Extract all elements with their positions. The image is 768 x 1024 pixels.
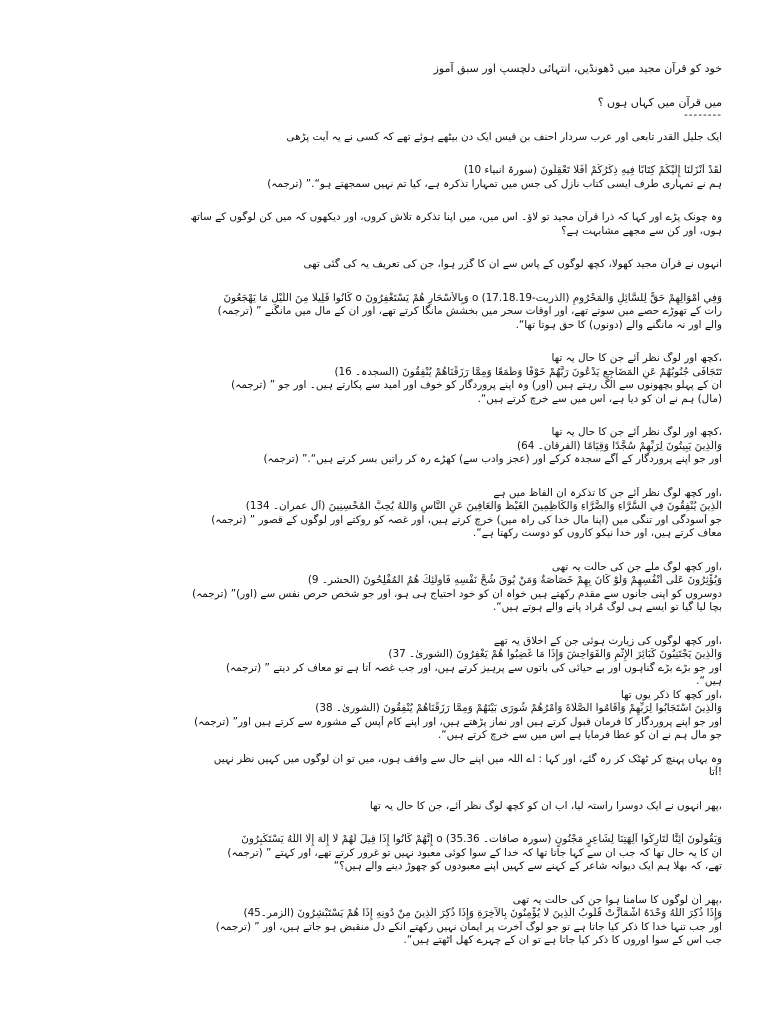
text-line: وہ یہاں پہنچ کر ٹھٹک کر رہ گئے، اور کہا : اے اللہ میں اپنے حال سے واقف ہوں، میں تو ان لوگوں میں کہیں نظر نہیں [213, 752, 722, 765]
text-line: (مال) ہم نے ان کو دیا ہے، اس میں سے خرچ کرتے ہیں“. [477, 392, 722, 405]
text-line: دوسروں کو اپنی جانوں سے مقدم رکھتے ہیں خواہ ان کو خود احتیاج ہی ہو، اور جو شخص حرص نفس سے (اور)” (ترجمہ) [192, 587, 722, 600]
text-line: ،کچھ اور لوگ نظر آئے جن کا حال یہ تھا [551, 426, 722, 438]
text-line: ہیں“. [696, 675, 722, 687]
text-line: وَالَّذِينَ اسْتَجَابُوا لِرَبِّهِمْ وَأَقَامُوا الصَّلَاةَ وَأَمْرُهُمْ شُورَى بَيْنَهُمْ وَمِمَّا رَزَقْنَاهُمْ يُنْفِقُونَ (الشوریٰ۔ 38) [315, 702, 722, 714]
text-line: ہوں، اور کن سے مجھے مشابہت ہے؟ [561, 224, 722, 237]
text-line: انہوں نے قرآن مجید کھولا، کچھ لوگوں کے پاس سے ان کا گزر ہوا، جن کی تعریف یہ کی گئی تھی [303, 258, 722, 270]
text-line: معاف کرتے ہیں، اور خدا نیکو کاروں کو دوست رکھتا ہے“. [472, 527, 722, 539]
paragraph [58, 753, 722, 780]
document-page [58, 62, 722, 948]
paragraph [58, 164, 722, 191]
paragraph [58, 292, 722, 333]
question-heading: میں قرآن میں کہاں ہوں ؟ [597, 95, 722, 109]
text-line: تھے، کہ بھلا ہم ایک دیوانہ شاعر کے کہنے سے کہیں اپنے معبودوں کو چھوڑ دینے والے ہیں؟“ [333, 860, 722, 872]
text-line: ،اور کچھ لوگ ملے جن کی حالت یہ تھی [551, 560, 722, 573]
paragraph [58, 635, 722, 743]
text-line: رات کے تھوڑے حصے میں سوتے تھے، اور اوقات سحر میں بخشش مانگا کرتے تھے، اور ان کے مال میں مانگنے ” (ترجمہ) [217, 305, 722, 317]
paragraph [58, 258, 722, 272]
text-line: الَّذِينَ يُنْفِقُونَ فِي السَّرَّاءِ وَالضَّرَّاءِ وَالْكَاظِمِينَ الْغَيْظَ وَالْعَافِينَ عَنِ النَّاسِ وَاللَّهُ يُحِبُّ الْمُحْسِنِينَ (آل عمران۔ 134) [245, 500, 722, 512]
title-block [58, 62, 722, 76]
text-line: جو آسودگی اور تنگی میں (اپنا مال خدا کی راہ میں) خرچ کرتے ہیں، اور غصہ کو روکتے اور لوگوں کے قصور ” (ترجمہ) [211, 513, 722, 526]
text-line: ،اور کچھ لوگ نظر آئے جن کا تذکرہ ان الفاظ میں ہے [493, 486, 722, 499]
text-line: ،پھر انہوں نے ایک دوسرا راستہ لیا، اب ان کو کچھ لوگ نظر آئے، جن کا حال یہ تھا [369, 799, 722, 812]
text-line: وَالَّذِينَ يَجْتَنِبُونَ كَبَائِرَ الْإِثْمِ وَالْفَوَاحِشَ وَإِذَا مَا غَضِبُوا هُمْ يَغْفِرُونَ (الشوریٰ۔ 37) [388, 648, 722, 660]
text-line: تَتَجَافَى جُنُوبُهُمْ عَنِ الْمَضَاجِعِ يَدْعُونَ رَبَّهُمْ خَوْفًا وَطَمَعًا وَمِمَّا رَزَقْنَاهُمْ يُنْفِقُونَ (السجدہ۔ 16) [334, 365, 722, 378]
paragraph [58, 800, 722, 814]
text-line: ان کا یہ حال تھا کہ جب ان سے کہا جاتا تھا کہ خدا کے سوا کوئی معبود نہیں تو غرور کرتے تھے، اور کہتے ” (ترجمہ) [227, 846, 722, 859]
text-line: جب اس کے سوا اوروں کا ذکر کیا جاتا ہے تو ان کے چہرے کھل اٹھتے ہیں“. [403, 934, 722, 946]
text-line: لَقَدْ أَنْزَلْنَا إِلَيْكُمْ كِتَابًا فِيهِ ذِكْرُكُمْ أَفَلَا تَعْقِلُونَ (سورۃ انبیاء 10) [463, 164, 722, 176]
text-line: ہم نے تمہاری طرف ایسی کتاب نازل کی جس میں تمہارا تذکرہ ہے، کیا تم نہیں سمجھتے ہو“.” (ترجمہ) [267, 177, 722, 190]
text-line: وَيُؤْثِرُونَ عَلَى أَنْفُسِهِمْ وَلَوْ كَانَ بِهِمْ خَصَاصَةٌ وَمَنْ يُوقَ شُحَّ نَفْسِهِ فَأُولَئِكَ هُمُ الْمُفْلِحُونَ (الحشر۔ 9) [307, 574, 722, 586]
document-title: خود کو قرآن مجید میں ڈھونڈیں، انتہائی دلچسپ اور سبق آموز [433, 62, 722, 75]
text-line: ،اور کچھ کا ذکر یوں تھا [620, 688, 722, 701]
text-line: !آتا [708, 766, 722, 778]
dash-divider: -------- [684, 109, 722, 121]
text-line: بچا لیا گیا تو ایسے ہی لوگ مُراد پانے والے ہوتے ہیں“. [492, 601, 722, 613]
paragraph [58, 426, 722, 467]
paragraph [58, 833, 722, 874]
text-line: ،اور کچھ لوگوں کی زیارت ہوئی جن کے اخلاق یہ تھے [493, 634, 722, 647]
paragraph [58, 487, 722, 541]
text-line: وہ چونک پڑے اور کہا کہ ذرا قرآن مجید تو لاؤ۔ اس میں، میں اپنا تذکرہ تلاش کروں، اور دیکھوں کہ میں کن لوگوں کے ساتھ [190, 211, 722, 223]
paragraph [58, 561, 722, 615]
text-line: اور جو اپنے پروردگار کا فرمان قبول کرتے ہیں اور نماز پڑھتے ہیں، اور اپنے کام آپس کے مشورہ سے کرتے ہیں اور” (ترجمہ) [194, 715, 722, 728]
paragraph [58, 894, 722, 948]
paragraph [58, 352, 722, 406]
text-line: اور جب تنہا خدا کا ذکر کیا جاتا ہے تو جو لوگ آخرت پر ایمان نہیں رکھتے انکے دل منقبض ہو جاتے ہیں، اور ” (ترجمہ) [215, 920, 722, 933]
text-line: وَالَّذِينَ يَبِيتُونَ لِرَبِّهِمْ سُجَّدًا وَقِيَامًا (الفرقان۔ 64) [517, 439, 722, 452]
text-line: والے اور نہ مانگنے والے (دونوں) کا حق ہوتا تھا“. [515, 318, 722, 331]
text-line: وَيَقُولُونَ أَئِنَّا لَتَارِكُوا آلِهَتِنَا لِشَاعِرٍ مَجْنُونٍ (سورہ صافات۔ 35.36) o إِنَّهُمْ كَانُوا إِذَا قِيلَ لَهُمْ لَا إِلَهَ إِلَّا اللَّهُ يَسْتَكْبِرُونَ [241, 833, 722, 845]
text-line: ان کے پہلو بچھونوں سے الگ رہتے ہیں (اور) وہ اپنے پروردگار کو خوف اور امید سے پکارتے ہیں۔ اور جو ” (ترجمہ) [231, 379, 722, 391]
text-line: اور جو بڑے بڑے گناہوں اور بے حیائی کی باتوں سے پرہیز کرتے ہیں، اور جب غصہ آتا ہے تو معاف کر دیتے ” (ترجمہ) [225, 661, 722, 674]
text-line: وَفِي أَمْوَالِهِمْ حَقٌّ لِلسَّائِلِ وَالْمَحْرُومِ (الذریت-17.18.19) o وَبِالْأَسْحَارِ هُمْ يَسْتَغْفِرُونَ o كَانُوا قَلِيلًا مِنَ اللَّيْلِ مَا يَهْجَعُونَ [223, 291, 722, 304]
text-line: وَإِذَا ذُكِرَ اللَّهُ وَحْدَهُ اشْمَأَزَّتْ قُلُوبُ الَّذِينَ لَا يُؤْمِنُونَ بِالْآخِرَةِ وَإِذَا ذُكِرَ الَّذِينَ مِنْ دُونِهِ إِذَا هُمْ يَسْتَبْشِرُونَ (الزمر۔45) [243, 907, 722, 919]
text-line: ،کچھ اور لوگ نظر آئے جن کا حال یہ تھا [551, 352, 722, 364]
text-line: ایک جلیل القدر تابعی اور عرب سردار احنف بن قیس ایک دن بیٹھے ہوئے تھے کہ کسی نے یہ آیت پڑھی [286, 130, 722, 143]
paragraph-list [58, 131, 722, 948]
paragraph [58, 131, 722, 145]
question-block [58, 96, 722, 123]
text-line: اور جو اپنے پروردگار کے آگے سجدہ کرکے اور (عجز وادب سے) کھڑے رہ کر راتیں بسر کرتے ہیں“.” (ترجمہ) [263, 453, 722, 465]
text-line: ،پھر اُن لوگوں کا سامنا ہوا جن کی حالت یہ تھی [512, 893, 722, 906]
text-line: جو مال ہم نے ان کو عطا فرمایا ہے اس میں سے خرچ کرتے ہیں“. [437, 729, 722, 741]
paragraph [58, 211, 722, 238]
